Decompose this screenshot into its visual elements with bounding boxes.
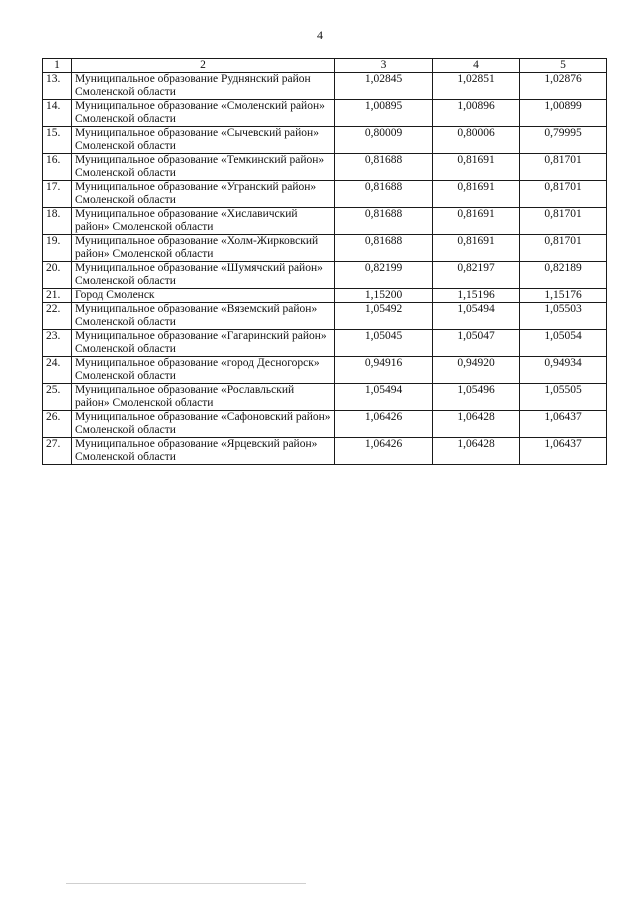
coefficient-col-5: 0,79995: [520, 127, 607, 154]
coefficient-col-4: 0,80006: [433, 127, 520, 154]
table-row: [43, 411, 607, 438]
coefficients-table: [42, 58, 607, 465]
coefficient-col-3: 1,06426: [335, 411, 433, 438]
table-row: [43, 303, 607, 330]
footer-divider: [66, 883, 306, 884]
row-number: 23.: [43, 330, 72, 357]
table-row: [43, 438, 607, 465]
coefficient-col-4: 1,05494: [433, 303, 520, 330]
coefficient-col-5: 0,81701: [520, 235, 607, 262]
row-number: 24.: [43, 357, 72, 384]
coefficient-col-5: 1,15176: [520, 289, 607, 303]
coefficient-col-3: 0,81688: [335, 235, 433, 262]
municipality-name: Муниципальное образование «Угранский район» Смоленской области: [72, 181, 335, 208]
table-row: [43, 208, 607, 235]
municipality-name: Муниципальное образование «Хиславичский район» Смоленской области: [72, 208, 335, 235]
row-number: 25.: [43, 384, 72, 411]
coefficient-col-4: 1,00896: [433, 100, 520, 127]
page-number: 4: [317, 28, 323, 42]
table-row: [43, 289, 607, 303]
coefficient-col-3: 1,05492: [335, 303, 433, 330]
coefficient-col-3: 1,05045: [335, 330, 433, 357]
coefficient-col-5: 1,05505: [520, 384, 607, 411]
coefficient-col-4: 0,81691: [433, 154, 520, 181]
coefficient-col-5: 0,81701: [520, 154, 607, 181]
column-header: 1: [43, 59, 72, 73]
row-number: 18.: [43, 208, 72, 235]
coefficient-col-4: 0,82197: [433, 262, 520, 289]
table-row: [43, 127, 607, 154]
table-row: [43, 181, 607, 208]
column-header: 2: [72, 59, 335, 73]
municipality-name: Муниципальное образование «Сафоновский район» Смоленской области: [72, 411, 335, 438]
coefficient-col-4: 1,15196: [433, 289, 520, 303]
coefficient-col-3: 0,80009: [335, 127, 433, 154]
column-header: 5: [520, 59, 607, 73]
table-header-row: [43, 59, 607, 73]
municipality-name: Муниципальное образование «город Десногорск» Смоленской области: [72, 357, 335, 384]
row-number: 21.: [43, 289, 72, 303]
coefficient-col-4: 1,02851: [433, 73, 520, 100]
coefficient-col-4: 0,94920: [433, 357, 520, 384]
column-header: 3: [335, 59, 433, 73]
row-number: 19.: [43, 235, 72, 262]
row-number: 13.: [43, 73, 72, 100]
table-row: [43, 235, 607, 262]
coefficient-col-3: 1,00895: [335, 100, 433, 127]
table-row: [43, 330, 607, 357]
municipality-name: Муниципальное образование Руднянский район Смоленской области: [72, 73, 335, 100]
row-number: 22.: [43, 303, 72, 330]
row-number: 17.: [43, 181, 72, 208]
row-number: 16.: [43, 154, 72, 181]
coefficient-col-4: 0,81691: [433, 235, 520, 262]
table-row: [43, 384, 607, 411]
coefficient-col-4: 0,81691: [433, 208, 520, 235]
coefficient-col-4: 1,06428: [433, 411, 520, 438]
municipality-name: Муниципальное образование «Смоленский район» Смоленской области: [72, 100, 335, 127]
coefficient-col-4: 0,81691: [433, 181, 520, 208]
coefficient-col-3: 0,81688: [335, 181, 433, 208]
table-row: [43, 262, 607, 289]
coefficient-col-4: 1,05047: [433, 330, 520, 357]
coefficient-col-3: 0,94916: [335, 357, 433, 384]
coefficient-col-5: 0,82189: [520, 262, 607, 289]
table-row: [43, 154, 607, 181]
row-number: 20.: [43, 262, 72, 289]
coefficient-col-5: 1,06437: [520, 438, 607, 465]
municipality-name: Муниципальное образование «Рославльский район» Смоленской области: [72, 384, 335, 411]
row-number: 26.: [43, 411, 72, 438]
row-number: 15.: [43, 127, 72, 154]
coefficient-col-3: 1,02845: [335, 73, 433, 100]
coefficient-col-4: 1,06428: [433, 438, 520, 465]
table-row: [43, 100, 607, 127]
coefficient-col-3: 0,82199: [335, 262, 433, 289]
coefficient-col-5: 1,05054: [520, 330, 607, 357]
municipality-name: Муниципальное образование «Вяземский район» Смоленской области: [72, 303, 335, 330]
coefficient-col-3: 1,15200: [335, 289, 433, 303]
coefficient-col-5: 1,05503: [520, 303, 607, 330]
municipality-name: Муниципальное образование «Гагаринский район» Смоленской области: [72, 330, 335, 357]
coefficient-col-3: 1,06426: [335, 438, 433, 465]
table-row: [43, 357, 607, 384]
coefficient-col-5: 1,00899: [520, 100, 607, 127]
coefficient-col-5: 0,81701: [520, 208, 607, 235]
coefficient-col-3: 1,05494: [335, 384, 433, 411]
municipality-name: Муниципальное образование «Ярцевский район» Смоленской области: [72, 438, 335, 465]
municipality-name: Муниципальное образование «Холм-Жирковский район» Смоленской области: [72, 235, 335, 262]
municipality-name: Муниципальное образование «Шумячский район» Смоленской области: [72, 262, 335, 289]
coefficient-col-4: 1,05496: [433, 384, 520, 411]
coefficient-col-5: 1,06437: [520, 411, 607, 438]
column-header: 4: [433, 59, 520, 73]
municipality-name: Муниципальное образование «Сычевский район» Смоленской области: [72, 127, 335, 154]
coefficient-col-3: 0,81688: [335, 154, 433, 181]
coefficient-col-5: 0,94934: [520, 357, 607, 384]
coefficient-col-3: 0,81688: [335, 208, 433, 235]
table-body: [43, 73, 607, 465]
coefficient-col-5: 0,81701: [520, 181, 607, 208]
municipality-name: Муниципальное образование «Темкинский район» Смоленской области: [72, 154, 335, 181]
coefficient-col-5: 1,02876: [520, 73, 607, 100]
municipality-name: Город Смоленск: [72, 289, 335, 303]
table-row: [43, 73, 607, 100]
row-number: 27.: [43, 438, 72, 465]
row-number: 14.: [43, 100, 72, 127]
